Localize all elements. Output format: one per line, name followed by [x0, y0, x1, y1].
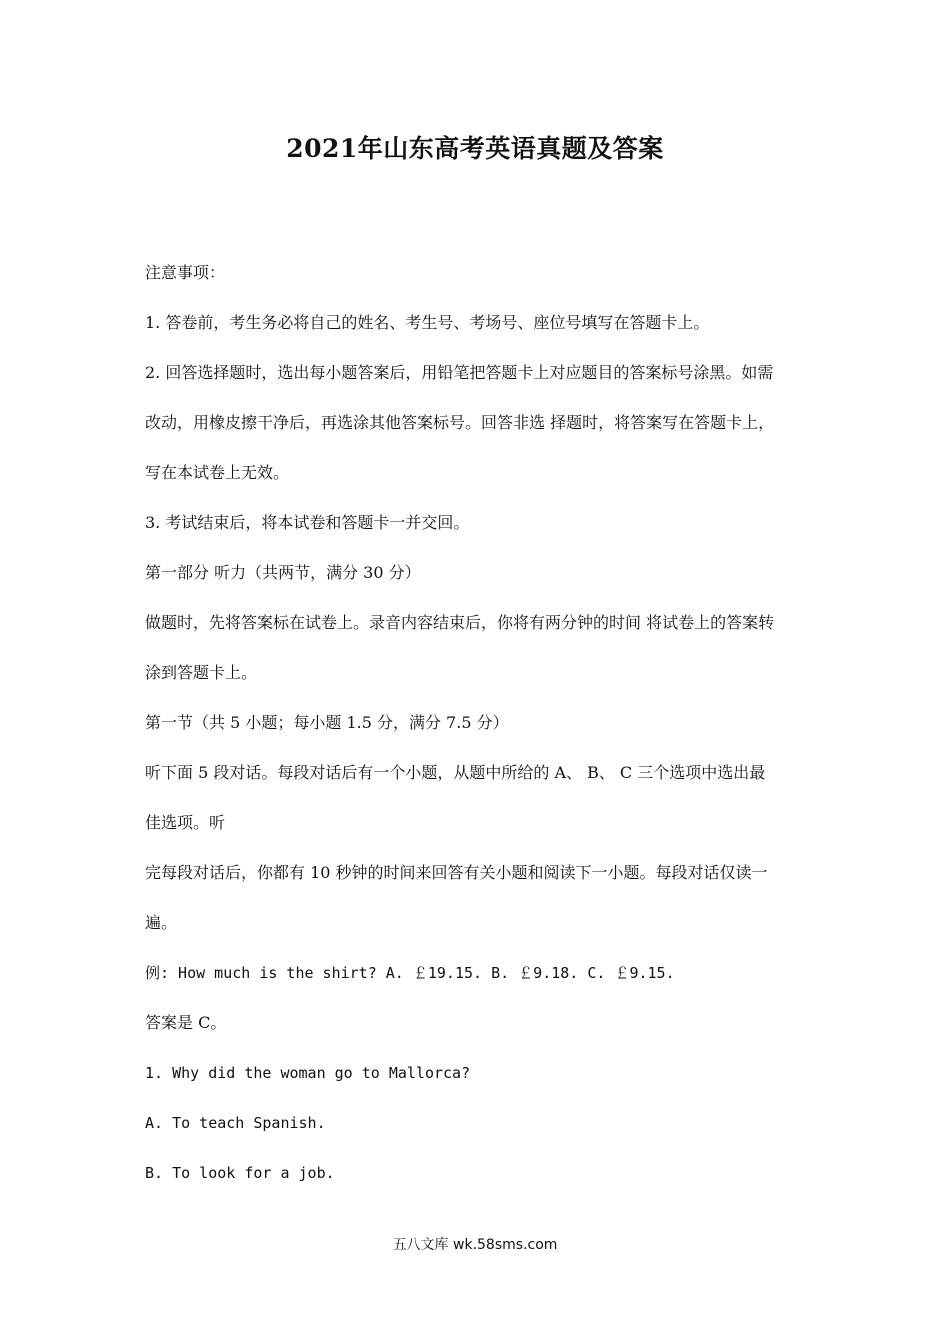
notice-item-2-cont: 写在本试卷上无效。: [145, 463, 290, 482]
document-body: [145, 248, 815, 1198]
notice-item-2: 2. 回答选择题时，选出每小题答案后，用铅笔把答题卡上对应题目的答案标号涂黑。如需: [145, 363, 774, 382]
part-one-heading: 第一部分 听力（共两节，满分 30 分）: [145, 563, 421, 582]
page-title: 2021年山东高考英语真题及答案: [286, 134, 664, 163]
notice-item-1: 1. 答卷前，考生务必将自己的姓名、考生号、考场号、座位号填写在答题卡上。: [145, 313, 710, 332]
section-one-instructions-cont: 完每段对话后，你都有 10 秒钟的时间来回答有关小题和阅读下一小题。每段对话仅读一: [145, 863, 768, 882]
notice-item-3: 3. 考试结束后，将本试卷和答题卡一并交回。: [145, 513, 470, 532]
question-1-option-a: A. To teach Spanish.: [145, 1114, 326, 1132]
notice-heading: 注意事项：: [145, 263, 226, 282]
question-1-option-b: B. To look for a job.: [145, 1164, 335, 1182]
part-one-instructions-cont: 涂到答题卡上。: [145, 663, 258, 682]
section-one-instructions: 听下面 5 段对话。每段对话后有一个小题，从题中所给的 A、 B、 C 三个选项中选出最: [145, 763, 766, 782]
section-one-heading: 第一节（共 5 小题；每小题 1.5 分，满分 7.5 分）: [145, 713, 509, 732]
example-question: 例: How much is the shirt? A. ￡19.15. B. ￡9.18. C. ￡9.15.: [145, 964, 675, 982]
section-one-instructions-cont: 佳选项。听: [145, 813, 226, 832]
footer-watermark: 五八文库 wk.58sms.com: [392, 1237, 558, 1253]
part-one-instructions: 做题时，先将答案标在试卷上。录音内容结束后，你将有两分钟的时间 将试卷上的答案转: [145, 613, 775, 632]
question-1: 1. Why did the woman go to Mallorca?: [145, 1064, 471, 1082]
example-answer: 答案是 C。: [145, 1013, 227, 1032]
section-one-instructions-cont: 遍。: [145, 913, 178, 932]
notice-item-2-cont: 改动，用橡皮擦干净后，再选涂其他答案标号。回答非选 择题时，将答案写在答题卡上，: [145, 413, 775, 432]
